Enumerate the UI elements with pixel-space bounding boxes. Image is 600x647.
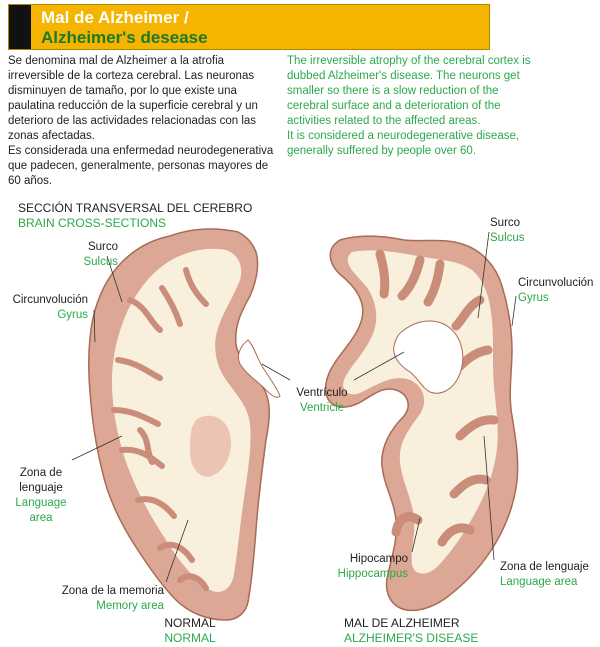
label-sulcus-alzheimer: Surco Sulcus	[490, 217, 525, 244]
label-language-alzheimer: Zona de lenguaje Language area	[500, 561, 589, 588]
label-ventricle: Ventrículo Ventricle	[296, 387, 348, 414]
title-english: Alzheimer's desease	[41, 28, 208, 47]
caption-alzheimer: MAL DE ALZHEIMER ALZHEIMER'S DISEASE	[344, 616, 479, 645]
label-gyrus-alzheimer: Circunvolución Gyrus	[518, 277, 594, 304]
label-sulcus-normal: Surco Sulcus	[83, 241, 118, 268]
intro-english-p1: The irreversible atrophy of the cerebral cortex is dubbed Alzheimer's disease. The neurons get smaller so there is a slow reduction of the cerebral surface and a deterioration of the activities related to the affected areas.	[287, 55, 531, 127]
leader-circ-right	[512, 296, 516, 326]
label-hippocampus: Hipocampo Hippocampus	[337, 553, 408, 580]
section-heading: SECCIÓN TRANSVERSAL DEL CEREBRO BRAIN CROSS-SECTIONS	[18, 201, 253, 230]
caption-normal: NORMAL NORMAL	[164, 616, 216, 645]
label-language-normal: Zona de lenguaje Language area	[15, 467, 67, 524]
intro-english-p2: It is considered a neurodegenerative disease, generally suffered by people over 60.	[287, 130, 520, 157]
intro-spanish-p1: Se denomina mal de Alzheimer a la atrofia irreversible de la corteza cerebral. Las neuronas disminuyen de tamaño, por lo que existe una paulatina reducción de la superficie cerebral y un deterioro de las actividades relacionadas con las zonas afectadas.	[8, 55, 258, 142]
intro-spanish-p2: Es considerada una enfermedad neurodegenerativa que padecen, generalmente, personas mayores de 60 años.	[8, 145, 274, 187]
label-memory-area: Zona de la memoria Memory area	[61, 585, 164, 612]
title-spanish: Mal de Alzheimer /	[41, 8, 189, 27]
label-gyrus-normal: Circunvolución Gyrus	[12, 294, 88, 321]
